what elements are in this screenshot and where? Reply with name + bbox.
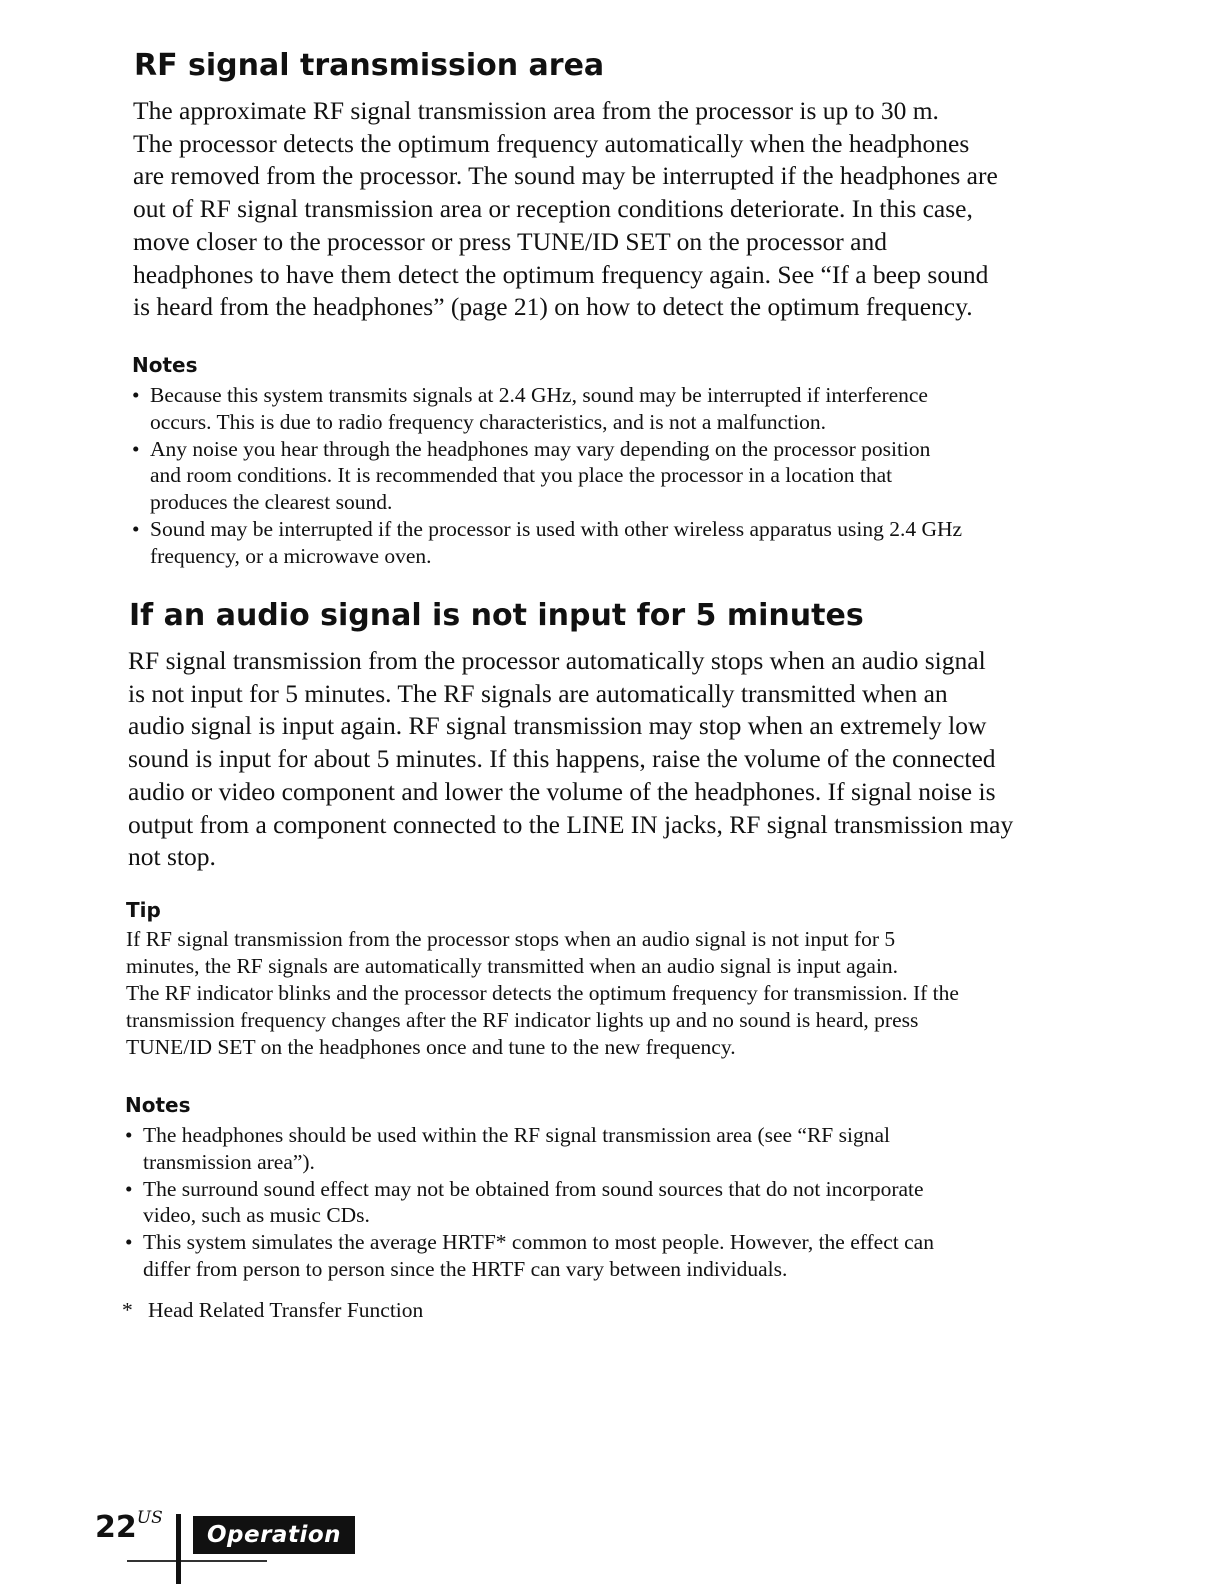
text-line: differ from person to person since the HRTF can vary between individuals. — [143, 1256, 788, 1281]
text-line: and room conditions. It is recommended that you place the processor in a location that — [150, 463, 893, 488]
list-item — [132, 382, 962, 436]
text-line: sound is input for about 5 minutes. If this happens, raise the volume of the connected — [128, 744, 996, 774]
page-number-value: 22 — [95, 1510, 137, 1545]
text-line: The surround sound effect may not be obtained from sound sources that do not incorporate — [143, 1176, 924, 1201]
page-number — [95, 1510, 163, 1545]
section-heading-rf-area: RF signal transmission area — [134, 48, 605, 83]
text-line: Sound may be interrupted if the processor is used with other wireless apparatus using 2.4 GHz — [150, 516, 963, 541]
notes-list-1 — [132, 382, 962, 570]
notes-label-2: Notes — [125, 1093, 191, 1117]
text-line: is heard from the headphones” (page 21) on how to detect the optimum frequency. — [133, 292, 973, 322]
text-line: frequency, or a microwave oven. — [150, 543, 432, 568]
text-line: transmission frequency changes after the RF indicator lights up and no sound is heard, press — [126, 1008, 919, 1032]
text-line: audio signal is input again. RF signal transmission may stop when an extremely low — [128, 711, 987, 741]
footnote-text: Head Related Transfer Function — [148, 1298, 424, 1322]
text-line: If RF signal transmission from the processor stops when an audio signal is not input for 5 — [126, 927, 896, 951]
bullet-icon: • — [125, 1176, 133, 1201]
text-line: The headphones should be used within the RF signal transmission area (see “RF signal — [143, 1123, 890, 1147]
text-line: minutes, the RF signals are automatically transmitted when an audio signal is input again. — [126, 954, 899, 978]
bullet-icon: • — [132, 436, 140, 461]
list-item — [125, 1229, 934, 1283]
page-region-suffix: US — [136, 1508, 163, 1528]
section-heading-audio-signal: If an audio signal is not input for 5 minutes — [129, 598, 864, 633]
text-line: move closer to the processor or press TUNE/ID SET on the processor and — [133, 226, 887, 256]
notes-list-2 — [125, 1122, 934, 1283]
text-line: video, such as music CDs. — [143, 1203, 370, 1228]
text-line: out of RF signal transmission area or reception conditions deteriorate. In this case, — [133, 194, 973, 224]
text-line: produces the clearest sound. — [150, 490, 393, 515]
text-line: This system simulates the average HRTF* common to most people. However, the effect can — [143, 1230, 934, 1255]
text-line: audio or video component and lower the volume of the headphones. If signal noise is — [128, 776, 996, 806]
list-item — [132, 516, 962, 570]
text-line: transmission area”). — [143, 1149, 315, 1174]
bullet-icon: • — [132, 383, 140, 407]
notes-label-1: Notes — [132, 353, 198, 377]
text-line: Any noise you hear through the headphones may vary depending on the processor position — [150, 436, 931, 461]
tip-label: Tip — [126, 898, 161, 922]
list-item — [125, 1176, 934, 1230]
text-line: not stop. — [128, 842, 216, 872]
footnote — [122, 1298, 423, 1323]
text-line: The RF indicator blinks and the processor detects the optimum frequency for transmission. If the — [126, 981, 959, 1005]
section-body-audio-signal — [128, 645, 1013, 874]
section-tab-operation: Operation — [193, 1516, 355, 1554]
text-line: The approximate RF signal transmission area from the processor is up to 30 m. — [133, 96, 939, 125]
footer-divider-bar — [176, 1514, 181, 1584]
asterisk-icon: * — [122, 1298, 133, 1322]
text-line: Because this system transmits signals at 2.4 GHz, sound may be interrupted if interference — [150, 383, 928, 407]
text-line: output from a component connected to the LINE IN jacks, RF signal transmission may — [128, 809, 1014, 839]
bullet-icon: • — [125, 1123, 133, 1147]
bullet-icon: • — [125, 1230, 133, 1255]
text-line: RF signal transmission from the processor automatically stops when an audio signal — [128, 646, 986, 675]
text-line: are removed from the processor. The sound may be interrupted if the headphones are — [133, 161, 998, 191]
text-line: occurs. This is due to radio frequency characteristics, and is not a malfunction. — [150, 409, 827, 434]
bullet-icon: • — [132, 516, 140, 541]
tip-body — [126, 926, 959, 1061]
list-item — [125, 1122, 934, 1176]
text-line: headphones to have them detect the optimum frequency again. See “If a beep sound — [133, 259, 989, 289]
section-body-rf-area — [133, 95, 998, 324]
list-item — [132, 436, 962, 516]
text-line: is not input for 5 minutes. The RF signals are automatically transmitted when an — [128, 678, 948, 708]
text-line: TUNE/ID SET on the headphones once and tune to the new frequency. — [126, 1035, 736, 1059]
footer-underline — [127, 1560, 267, 1562]
text-line: The processor detects the optimum frequency automatically when the headphones — [133, 128, 970, 158]
